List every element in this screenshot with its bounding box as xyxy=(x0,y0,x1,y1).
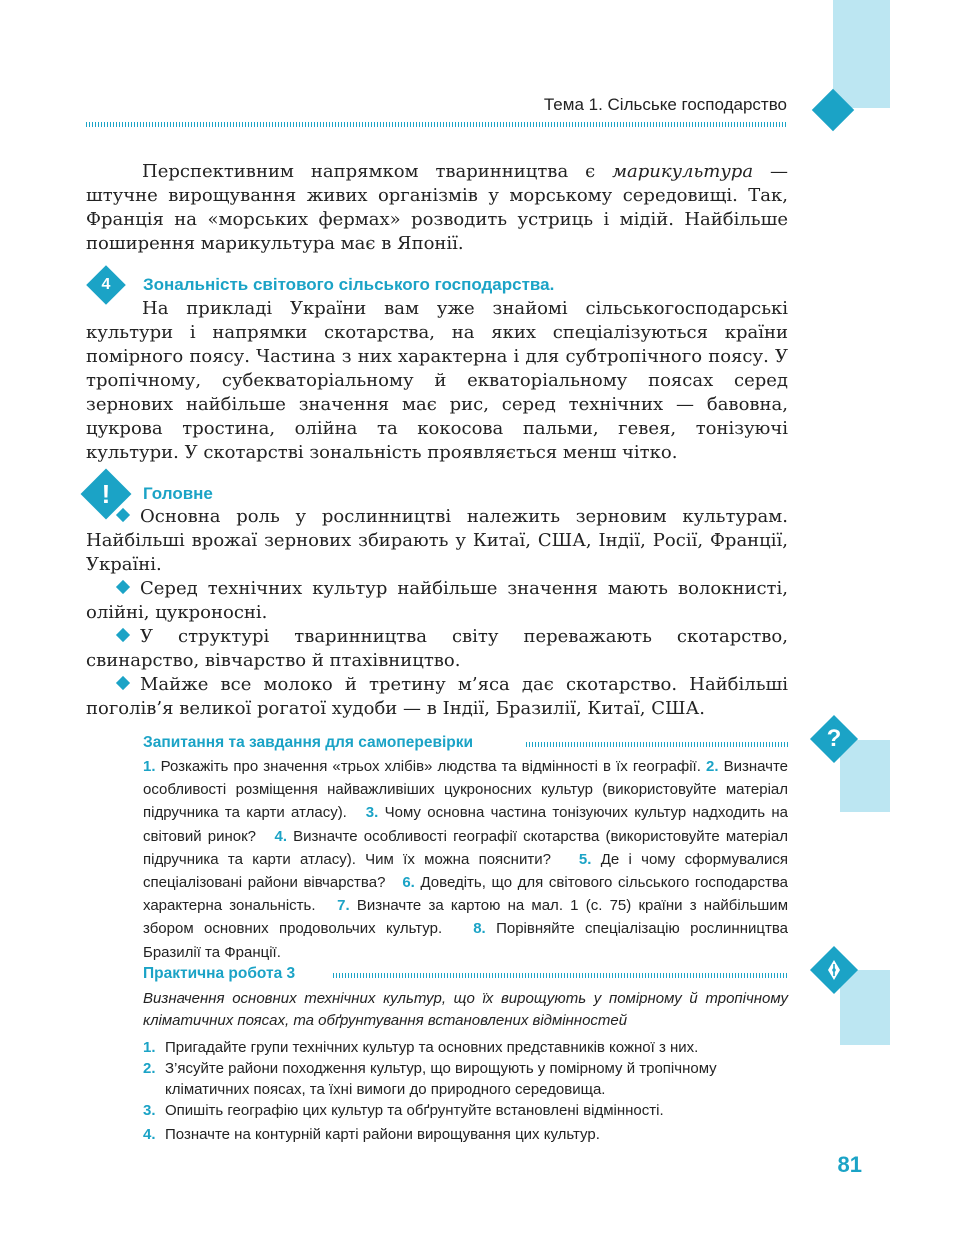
question-number: 8. xyxy=(473,920,486,938)
task-text: Пригадайте групи технічних культур та основних представників кожної з них. xyxy=(165,1039,699,1056)
task-text: З’ясуйте райони походження культур, що вирощують у помірному й тропічному кліматичних поясах, та їхні вимоги до природного середовища. xyxy=(165,1060,717,1098)
question-text: Доведіть, що для світового сільського господарства характерна зональність. xyxy=(143,874,788,915)
main-point xyxy=(86,673,788,721)
bullet-diamond-icon xyxy=(116,676,130,690)
main-point xyxy=(86,625,788,673)
practical-task xyxy=(143,1058,788,1100)
main-point xyxy=(86,577,788,625)
task-text: Позначте на контурній карті райони вирощування цих культур. xyxy=(165,1126,600,1143)
task-number: 4. xyxy=(143,1126,156,1143)
questions-badge xyxy=(817,722,851,756)
bullet-diamond-icon xyxy=(116,628,130,642)
bullet-diamond-icon xyxy=(116,580,130,594)
question-text: Де і чому сформувалися спеціалізовані райони вівчарства? xyxy=(143,850,788,892)
page-number: 81 xyxy=(837,1152,862,1177)
intro-paragraph xyxy=(86,160,788,256)
question-number: 4. xyxy=(274,827,287,845)
question-text: Визначте особливості географії скотарства (використовуйте матеріал підручника та карти атласу). Чим їх можна пояснити? xyxy=(143,827,788,868)
pen-nib-icon xyxy=(826,959,842,981)
question-number: 2. xyxy=(705,758,719,775)
section-heading: Зональність світового сільського господарства. xyxy=(143,275,555,294)
questions-dotted-rule xyxy=(526,742,788,747)
task-number: 2. xyxy=(143,1060,156,1077)
question-number: 1. xyxy=(143,758,156,775)
practical-task xyxy=(143,1100,788,1121)
main-point-text: Майже все молоко й третину м’яса дає скотарство. Найбільші поголів’я великої рогатої худоби — в Індії, Бразилії, Китаї, США. xyxy=(86,674,788,719)
main-point xyxy=(86,505,788,577)
running-header-title: Тема 1. Сільське господарство xyxy=(543,95,787,114)
question-text: Порівняйте спеціалізацію рослинництва Бразилії та Франції. xyxy=(143,920,788,961)
section-number-badge xyxy=(92,271,120,299)
main-points-heading: Головне xyxy=(143,484,213,503)
practical-badge xyxy=(817,953,851,987)
main-point-text: Серед технічних культур найбільше значення мають волокнисті, олійні, цукроносні. xyxy=(86,578,788,623)
questions-list xyxy=(143,755,788,964)
task-number: 1. xyxy=(143,1039,156,1056)
question-text: Визначте за картою на мал. 1 (с. 75) країни з найбільшим збором основних продовольчих культур. xyxy=(143,897,789,938)
practical-task xyxy=(143,1037,788,1058)
section-body: На прикладі України вам уже знайомі сільськогосподарські культури і напрямки скотарства, на яких спеціалізуються країни помірного поясу. Частина з них характерна і для субтропічного поясу. У тропічному, субекваторіальному й екваторіальному поясах серед зернових найбільше значення має рис, серед технічних — бавовна, цукрова тростина, олійна та кокосова пальми, гевея, тонізуючі культури. У скотарстві зональність проявляється менш чітко. xyxy=(86,298,788,463)
question-number: 3. xyxy=(365,804,379,822)
bullet-diamond-icon xyxy=(116,508,130,522)
practical-heading: Практична робота 3 xyxy=(143,965,296,982)
task-text: Опишіть географію цих культур та обґрунтуйте встановлені відмінності. xyxy=(165,1102,664,1119)
question-text: Розкажіть про значення «трьох хлібів» людства та відмінності в їх географії. xyxy=(160,758,701,775)
main-point-text: Основна роль у рослинництві належить зерновим культурам. Найбільші врожаї зернових збирають у Китаї, США, Індії, Росії, Франції, Україні. xyxy=(86,506,788,575)
main-point-text: У структурі тваринництва світу переважають скотарство, свинарство, вівчарство й птахівництво. xyxy=(86,626,788,671)
intro-text-end: — штучне вирощування живих організмів у морському середовищі. Так, Франція на «морських фермах» розводить устриць і мідій. Найбільше поширення марикультура має в Японії. xyxy=(86,161,788,254)
question-number: 5. xyxy=(578,850,592,868)
intro-text-start: Перспективним напрямком тваринництва є xyxy=(142,161,613,182)
exclamation-icon: ! xyxy=(101,479,111,509)
questions-heading: Запитання та завдання для самоперевірки xyxy=(143,734,474,751)
question-number: 6. xyxy=(402,874,415,892)
practical-task xyxy=(143,1124,788,1145)
question-text: Чому основна частина тонізуючих культур надходить на світовий ринок? xyxy=(143,804,788,845)
header-dotted-rule xyxy=(86,122,788,127)
intro-term: марикультура xyxy=(612,161,754,182)
practical-dotted-rule xyxy=(333,973,788,978)
corner-tab-decoration xyxy=(833,0,890,108)
section-number: 4 xyxy=(101,276,111,293)
task-number: 3. xyxy=(143,1102,156,1119)
practical-subtitle: Визначення основних технічних культур, що їх вирощують у помірному й тропічному кліматичних поясах, та обґрунтування встановлених відмінностей xyxy=(143,990,788,1029)
question-text: Визначте особливості розміщення найважливіших цукроносних культур (використовуйте матеріал підручника та карти атласу). xyxy=(143,758,789,822)
question-number: 7. xyxy=(337,897,350,915)
question-mark-icon: ? xyxy=(826,725,842,752)
